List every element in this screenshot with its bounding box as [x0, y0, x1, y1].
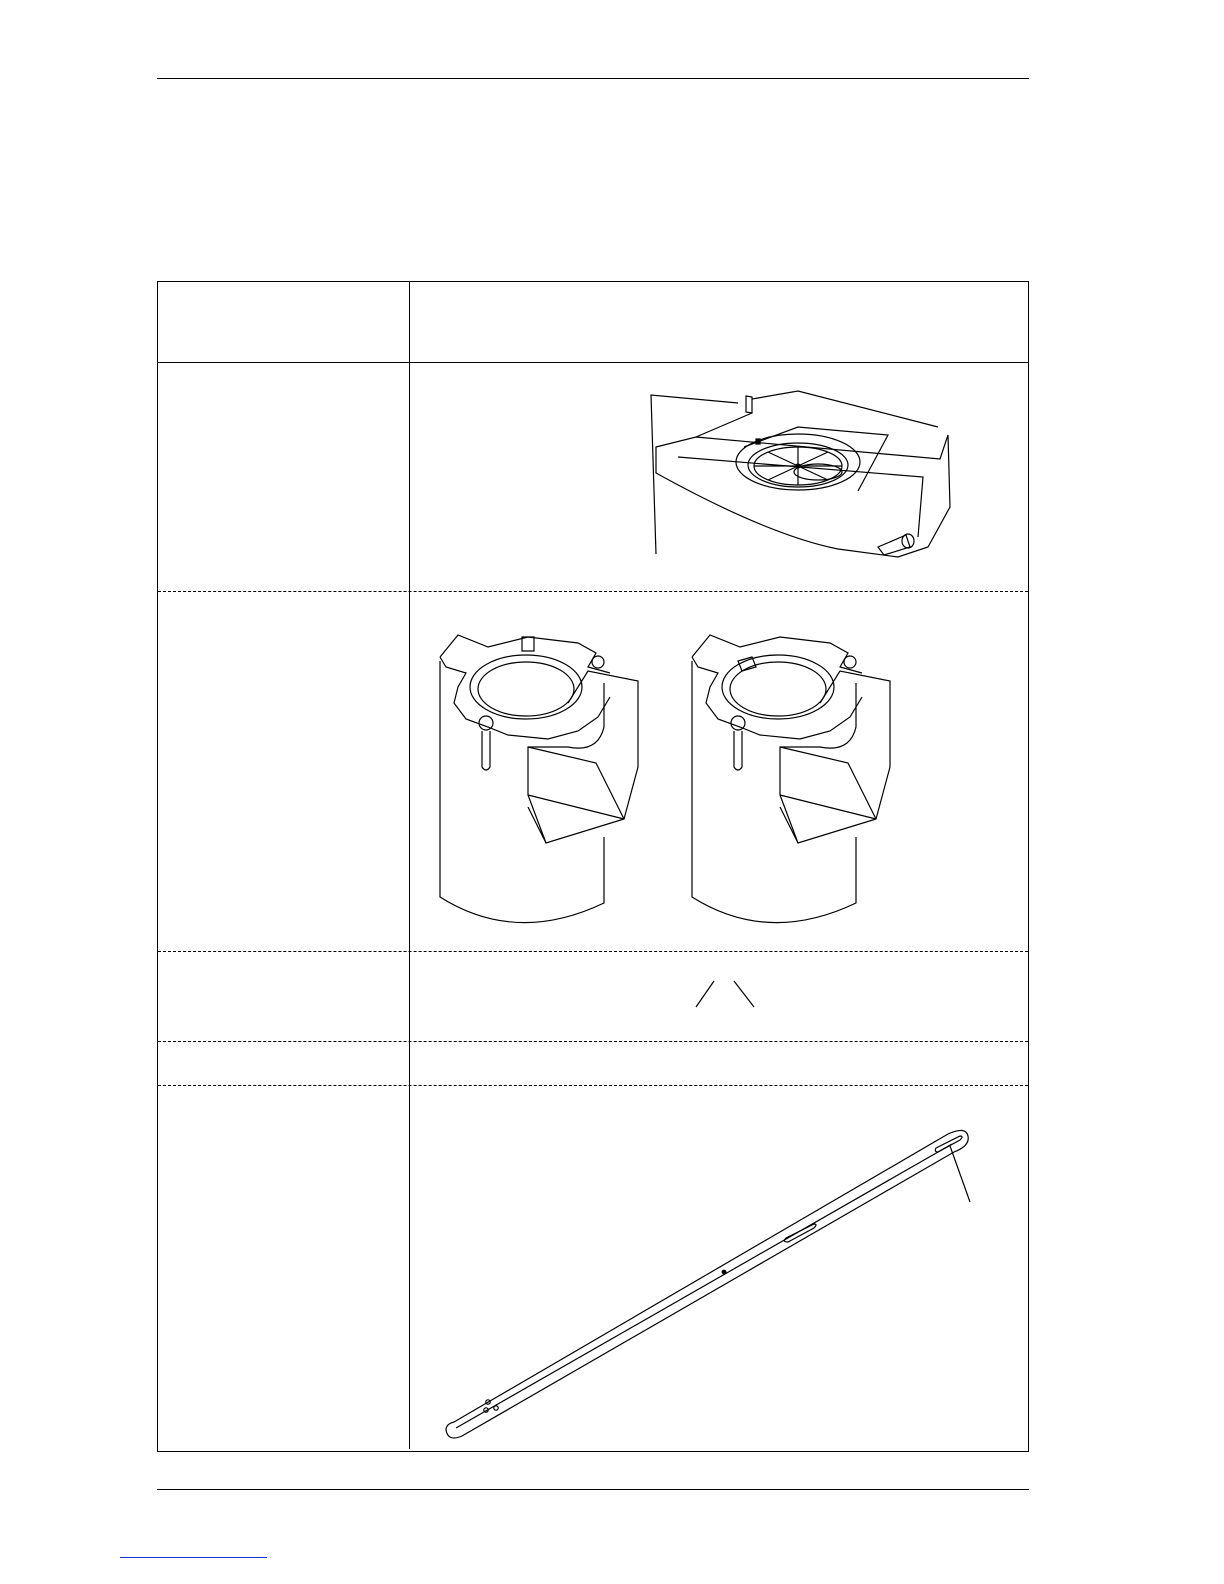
row-divider	[158, 1041, 1028, 1042]
funnel-cylinder-right	[692, 635, 890, 923]
metal-strip-icon	[438, 1124, 998, 1444]
footer-link-underline[interactable]	[120, 1557, 267, 1558]
parts-table	[157, 281, 1029, 1452]
drip-tray-icon	[648, 387, 968, 587]
header-rule	[157, 78, 1029, 79]
column-divider	[409, 282, 410, 1449]
funnel-cylinders-icon	[428, 627, 908, 942]
row-divider	[158, 951, 1028, 952]
row-divider	[158, 1085, 1028, 1086]
header-row-divider	[158, 362, 1028, 363]
footer-rule	[157, 1489, 1029, 1490]
row-divider	[158, 591, 1028, 592]
callout-pointer-icon	[694, 977, 758, 1011]
funnel-cylinder-left	[440, 635, 638, 923]
